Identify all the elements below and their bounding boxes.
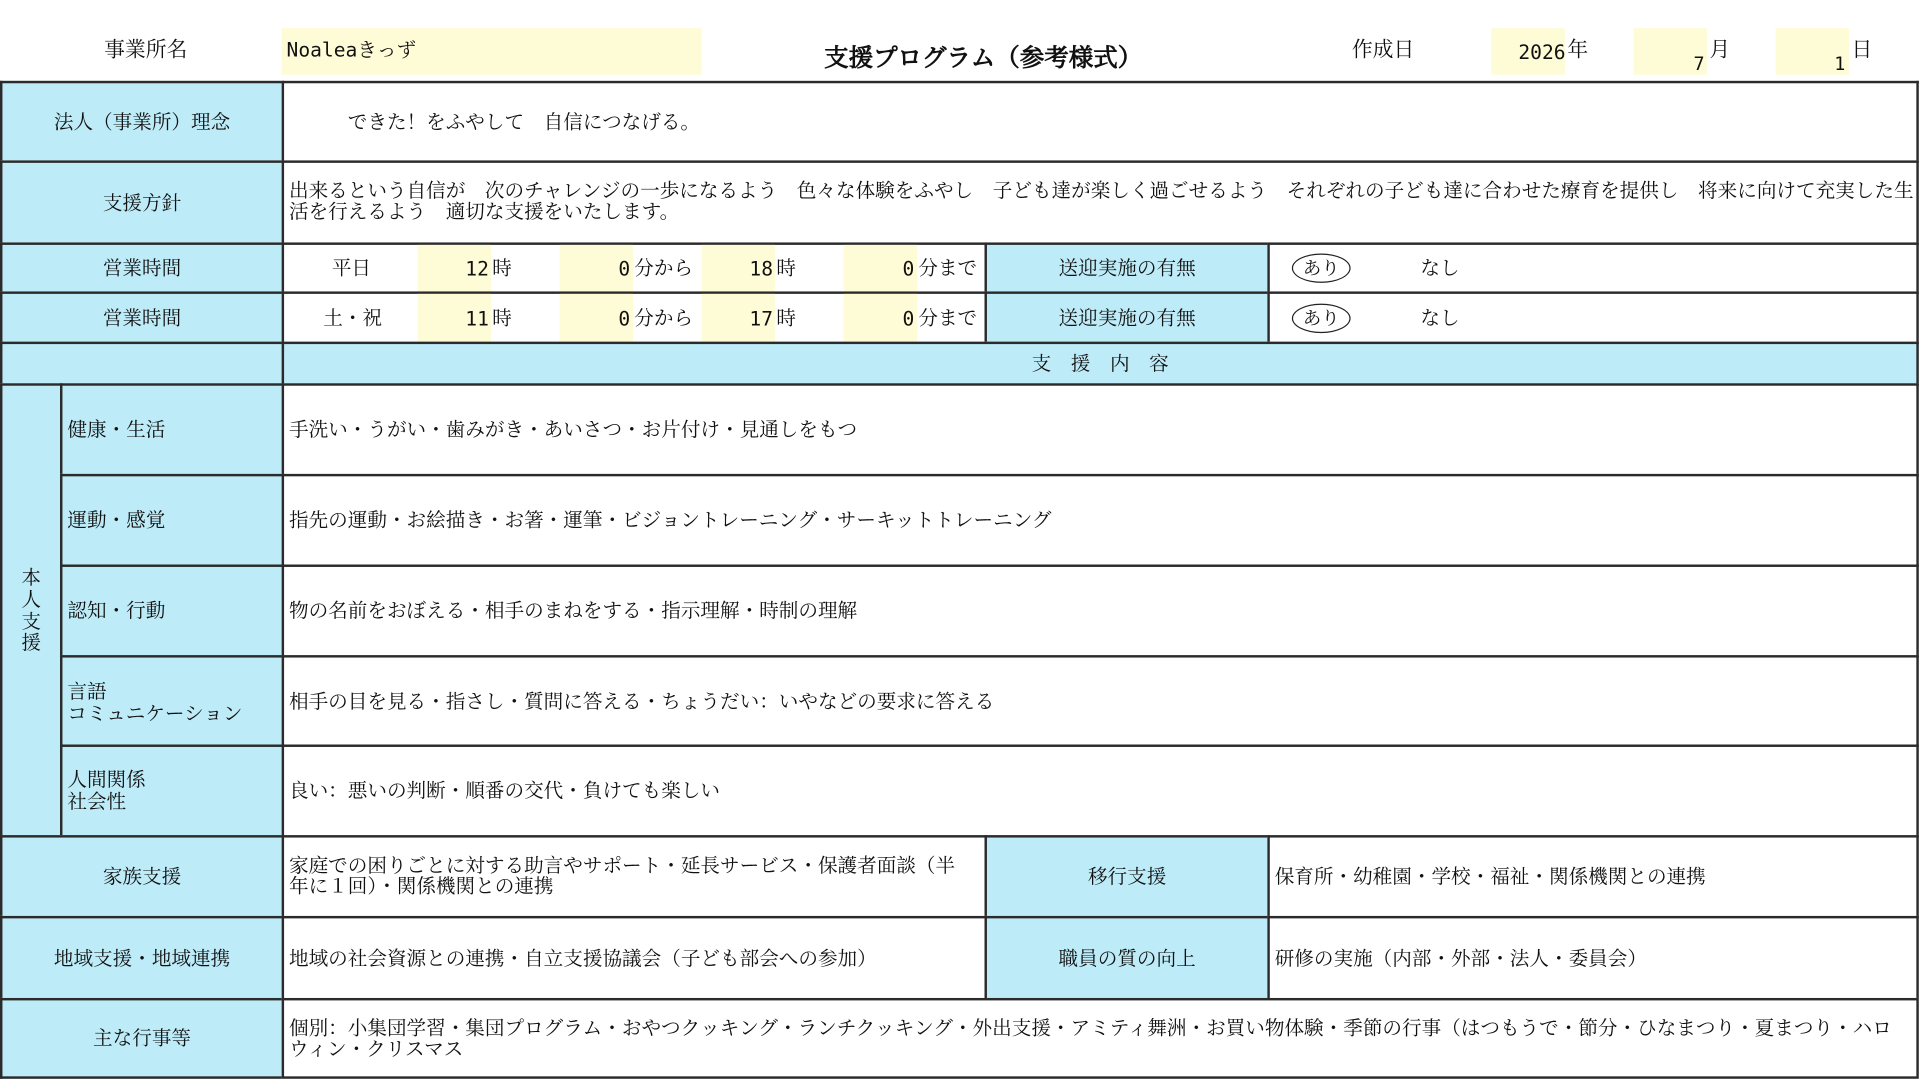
language-communication-label: 言語 コミュニケーション — [60, 655, 282, 744]
day-type-holiday: 土・祝 — [323, 306, 383, 330]
holiday-start-min: 0 — [618, 307, 631, 331]
holiday-end-hour: 17 — [749, 307, 773, 331]
day-type-weekday: 平日 — [331, 255, 372, 280]
transport-label-holiday: 送迎実施の有無 — [984, 291, 1267, 341]
holiday-end-hour-unit: 時 — [776, 306, 796, 330]
motor-sensory-label: 運動・感覚 — [60, 474, 282, 565]
support-content-spacer — [0, 342, 282, 384]
transport-options-weekday — [1267, 242, 1918, 291]
policy-text: 出来るという自信が 次のチャレンジの一歩になるよう 色々な体験をふやし 子ども達が楽しく過ごせるよう それぞれの子ども達に合わせた療育を提供し 将来に向けて充実した生活を行えるよう 適切な支援をいたします。 — [282, 160, 1919, 242]
philosophy-text: できた！をふやして 自信につなげる。 — [282, 81, 1919, 161]
hours-row-holiday — [282, 291, 985, 341]
office-name-text: Noaleaきっず — [286, 37, 417, 62]
weekday-end-min: 0 — [902, 257, 915, 281]
weekday-end-hour-unit: 時 — [776, 255, 796, 280]
weekday-start-min: 0 — [618, 257, 631, 281]
philosophy-label: 法人（事業所）理念 — [0, 81, 282, 161]
health-life-text: 手洗い・うがい・歯みがき・あいさつ・お片付け・見通しをもつ — [282, 383, 1919, 474]
hours-row-weekday — [282, 242, 985, 291]
year-value: 2026 — [1518, 40, 1566, 64]
transport-yes-holiday[interactable]: あり — [1292, 304, 1351, 333]
family-support-label: 家族支援 — [0, 835, 282, 916]
events-label: 主な行事等 — [0, 998, 282, 1079]
weekday-from-unit: 分から — [634, 255, 694, 280]
weekday-start-hour: 12 — [465, 257, 489, 281]
community-support-label: 地域支援・地域連携 — [0, 916, 282, 998]
community-support-text: 地域の社会資源との連携・自立支援協議会（子ども部会への参加） — [282, 916, 985, 998]
motor-sensory-text: 指先の運動・お絵描き・お箸・運筆・ビジョントレーニング・サーキットトレーニング — [282, 474, 1919, 565]
family-support-text: 家庭での困りごとに対する助言やサポート・延長サービス・保護者面談（半年に１回）・関係機関との連携 — [282, 835, 985, 916]
events-text: 個別：小集団学習・集団プログラム・おやつクッキング・ランチクッキング・外出支援・アミティ舞洲・お買い物体験・季節の行事（はつもうで・節分・ひなまつり・夏まつり・ハロウィン・クリスマス — [282, 998, 1919, 1079]
health-life-label: 健康・生活 — [60, 383, 282, 474]
page-title: 支援プログラム（参考様式） — [824, 42, 1143, 73]
staff-quality-label: 職員の質の向上 — [984, 916, 1267, 998]
weekday-until-unit: 分まで — [918, 255, 978, 280]
month-value: 7 — [1693, 52, 1705, 75]
cognition-behavior-text: 物の名前をおぼえる・相手のまねをする・指示理解・時制の理解 — [282, 564, 1919, 655]
day-value: 1 — [1834, 52, 1846, 75]
transport-no-holiday[interactable]: なし — [1420, 306, 1460, 330]
policy-label: 支援方針 — [0, 160, 282, 242]
transition-support-text: 保育所・幼稚園・学校・福祉・関係機関との連携 — [1267, 835, 1918, 916]
holiday-hour-unit: 時 — [492, 306, 512, 330]
support-content-header: 支 援 内 容 — [282, 342, 1919, 384]
created-date-label: 作成日 — [1351, 37, 1415, 63]
office-label: 事業所名 — [104, 37, 188, 63]
cognition-behavior-label: 認知・行動 — [60, 564, 282, 655]
language-communication-text: 相手の目を見る・指さし・質問に答える・ちょうだい：いやなどの要求に答える — [282, 655, 1919, 744]
relationships-social-label: 人間関係 社会性 — [60, 744, 282, 835]
program-table — [0, 81, 1919, 1079]
staff-quality-text: 研修の実施（内部・外部・法人・委員会） — [1267, 916, 1918, 998]
transition-support-label: 移行支援 — [984, 835, 1267, 916]
transport-label-weekday: 送迎実施の有無 — [984, 242, 1267, 291]
transport-no-weekday[interactable]: なし — [1420, 255, 1460, 280]
weekday-end-hour: 18 — [749, 257, 773, 281]
holiday-from-unit: 分から — [634, 306, 694, 330]
hours-label-weekday: 営業時間 — [0, 242, 282, 291]
holiday-start-hour: 11 — [465, 307, 489, 331]
year-unit: 年 — [1567, 37, 1589, 63]
hours-label-holiday: 営業時間 — [0, 291, 282, 341]
transport-options-holiday — [1267, 291, 1918, 341]
holiday-end-min: 0 — [902, 307, 915, 331]
holiday-until-unit: 分まで — [918, 306, 978, 330]
individual-support-label: 本 人 支 援 — [0, 383, 60, 835]
weekday-hour-unit: 時 — [492, 255, 512, 280]
transport-yes-weekday[interactable]: あり — [1292, 253, 1351, 282]
relationships-social-text: 良い：悪いの判断・順番の交代・負けても楽しい — [282, 744, 1919, 835]
month-unit: 月 — [1709, 37, 1731, 63]
day-unit: 日 — [1851, 37, 1873, 63]
